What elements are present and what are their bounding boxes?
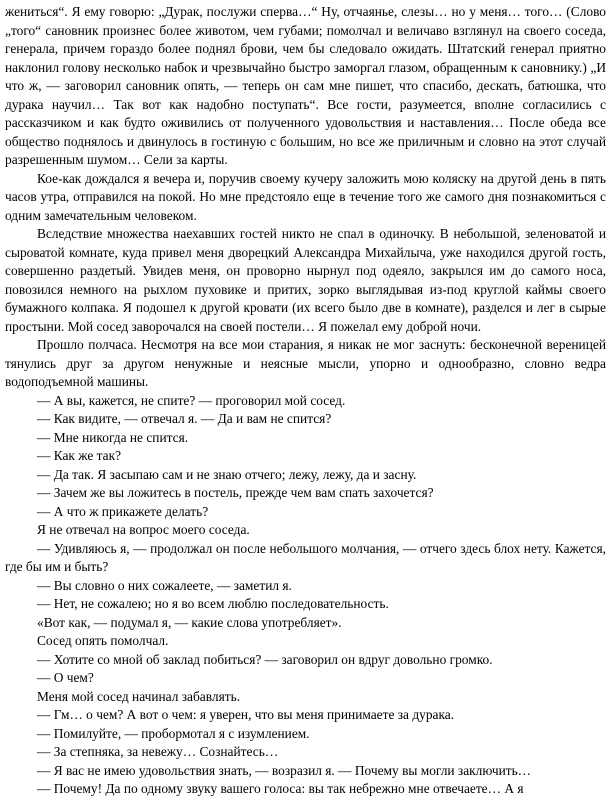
- dialogue-line: — За степняка, за невежу… Сознайтесь…: [37, 744, 279, 759]
- paragraph-narration: Я не отвечал на вопрос моего соседа.: [37, 522, 250, 537]
- dialogue-line: — Удивляюсь я, — продолжал он после небольшого молчания, — отчего здесь блох нету. Кажется, где бы им и быть?: [5, 540, 606, 574]
- dialogue-line: — Да так. Я засыпаю сам и не знаю отчего; лежу, лежу, да и засну.: [37, 466, 417, 482]
- dialogue-line: — Мне никогда не спится.: [37, 429, 189, 445]
- dialogue-line: — Как же так?: [37, 448, 122, 463]
- paragraph-narration: жениться“. Я ему говорю: „Дурак, послужи сперва…“ Ну, отчаянье, слезы… но у меня… того… (Слово „того“ сановник произнес более животом, чем губами; помолчал и величаво взглянул на своего соседа, генерала, причем гораздо более поднял брови, чем бы следовало ожидать. Штатский генерал приятно наклонил голову несколько набок и чрезвычайно быстро заморгал глазом, обращенным к сановнику.) „И что ж, — заговорил сановник опять, — теперь он сам мне пишет, что спасибо, дескать, батюшка, что дурака научил… Так вот как надобно поступать“. Все гости, разумеется, вполне согласились с рассказчиком и как будто оживились от полученного удовольствия и наставления… После обеда все общество поднялось и двинулось в гостиную с большим, но все же приличным и словно на этот случай разрешенным шумом… Сели за карты.: [5, 4, 606, 167]
- dialogue-line: — А что ж прикажете делать?: [37, 503, 209, 519]
- paragraph-narration: Вследствие множества наехавших гостей никто не спал в одиночку. В небольшой, зеленоватой и сыроватой комнате, куда привел меня дворецкий Александра Михайлыча, уже находился другой гость, совершенно раздетый. Увидев меня, он проворно нырнул под одеяло, закрылся им до самого носа, повозился немного на рыхлом пуховике и притих, зорко выглядывая из-под круглой каймы своего бумажного колпака. Я подошел к другой кровати (их всего было две в комнате), разделся и лег в сырые простыни. Мой сосед заворочался на своей постели… Я пожелал ему доброй ночи.: [5, 226, 606, 334]
- paragraph-narration: Сосед опять помолчал.: [37, 633, 169, 648]
- dialogue-line: — А вы, кажется, не спите? — проговорил мой сосед.: [37, 392, 346, 408]
- dialogue-line: — Хотите со мной об заклад побиться? — заговорил он вдруг довольно громко.: [37, 651, 493, 667]
- dialogue-line: — Гм… о чем? А вот о чем: я уверен, что вы меня принимаете за дурака.: [37, 707, 455, 722]
- paragraph-narration: Меня мой сосед начинал забавлять.: [37, 688, 241, 704]
- dialogue-line: — О чем?: [37, 670, 94, 685]
- paragraph-narration: Кое-как дождался я вечера и, поручив своему кучеру заложить мою коляску на другой день в пять часов утра, отправился на покой. Но мне предстояло еще в течение того же самого дня познакомиться с одним замечательным человеком.: [5, 170, 606, 223]
- dialogue-line: — Как видите, — отвечал я. — Да и вам не спится?: [37, 411, 332, 426]
- dialogue-line: — Нет, не сожалею; но я во всем люблю последовательность.: [37, 596, 389, 611]
- dialogue-line: — Почему! Да по одному звуку вашего голоса: вы так небрежно мне отвечаете… А я: [37, 781, 524, 796]
- dialogue-line: — Зачем же вы ложитесь в постель, прежде чем вам спать захочется?: [37, 485, 434, 500]
- dialogue-line: — Я вас не имею удовольствия знать, — возразил я. — Почему вы могли заключить…: [37, 762, 532, 778]
- dialogue-line: — Вы словно о них сожалеете, — заметил я.: [37, 577, 292, 593]
- dialogue-line: — Помилуйте, — пробормотал я с изумлением.: [37, 725, 310, 741]
- paragraph-narration: Прошло полчаса. Несмотря на все мои старания, я никак не мог заснуть: бесконечной вереницей тянулись друг за другом ненужные и неясные мысли, упорно и однообразно, словно ведра водоподъемной машины.: [5, 337, 606, 389]
- paragraph-narration: «Вот как, — подумал я, — какие слова употребляет».: [37, 614, 342, 630]
